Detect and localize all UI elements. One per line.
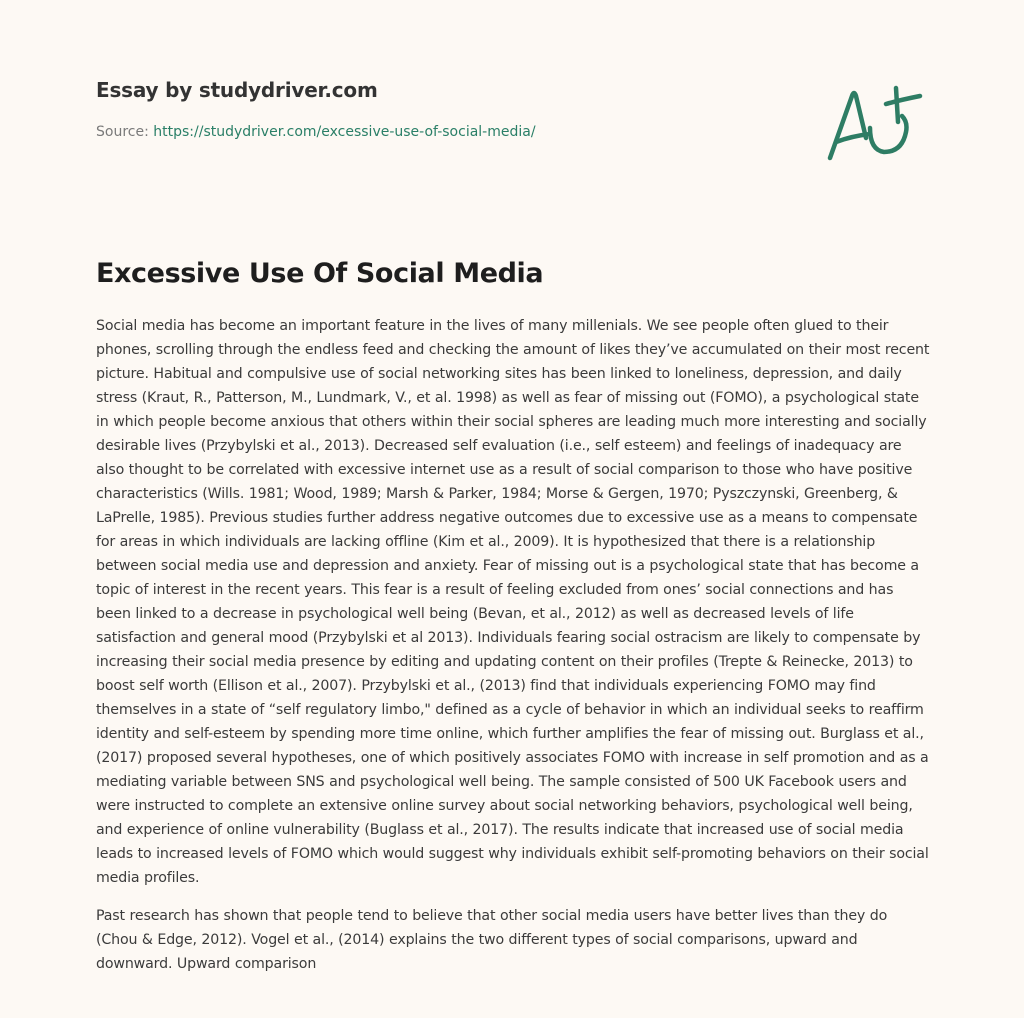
essay-title: Excessive Use Of Social Media [96,258,544,289]
source-line [96,122,928,142]
source-link[interactable]: https://studydriver.com/excessive-use-of-social-media/ [153,124,536,140]
brand-title: Essay by studydriver.com [96,78,378,102]
essay-paragraph: Past research has shown that people tend to believe that other social media users have better lives than they do (Chou & Edge, 2012). Vogel et al., (2014) explains the two different types of social comparisons, upward and downward. Upward comparison [96,908,888,972]
essay-paragraph: Social media has become an important feature in the lives of many millenials. We see people often glued to their phones, scrolling through the endless feed and checking the amount of likes they’ve accumulated on their most recent picture. Habitual and compulsive use of social networking sites has been linked to loneliness, depression, and daily stress (Kraut, R., Patterson, M., Lundmark, V., et al. 1998) as well as fear of missing out (FOMO), a psychological state in which people become anxious that others within their social spheres are leading much more interesting and socially desirable lives (Przybylski et al., 2013). Decreased self evaluation (i.e., self esteem) and feelings of inadequacy are also thought to be correlated with excessive internet use as a result of social comparison to those who have positive characteristics (Wills. 1981; Wood, 1989; Marsh & Parker, 1984; Morse & Gergen, 1970; Pyszczynski, Greenberg, & LaPrelle, 1985). Previous studies further address negative outcomes due to excessive use as a means to compensate for areas in which individuals are lacking offline (Kim et al., 2009). It is hypothesized that there is a relationship between social media use and depression and anxiety. Fear of missing out is a psychological state that has become a topic of interest in the recent years. This fear is a result of feeling excluded from ones’ social connections and has been linked to a decrease in psychological well being (Bevan, et al., 2012) as well as decreased levels of life satisfaction and general mood (Przybylski et al 2013). Individuals fearing social ostracism are likely to compensate by increasing their social media presence by editing and updating content on their profiles (Trepte & Reinecke, 2013) to boost self worth (Ellison et al., 2007). Przybylski et al., (2013) find that individuals experiencing FOMO may find themselves in a state of “self regulatory limbo," defined as a cycle of behavior in which an individual seeks to reaffirm identity and self-esteem by spending more time online, which further amplifies the fear of missing out. Burglass et al., (2017) proposed several hypotheses, one of which positively associates FOMO with increase in self promotion and as a mediating variable between SNS and psychological well being. The sample consisted of 500 UK Facebook users and were instructed to complete an extensive online survey about social networking behaviors, psychological well being, and experience of online vulnerability (Buglass et al., 2017). The results indicate that increased use of social media leads to increased levels of FOMO which would suggest why individuals exhibit self-promoting behaviors on their social media profiles. [96,318,930,886]
source-label: Source: [96,124,154,140]
page-header [96,76,928,142]
essay-body [96,314,932,990]
a-plus-grade-icon [822,66,932,166]
